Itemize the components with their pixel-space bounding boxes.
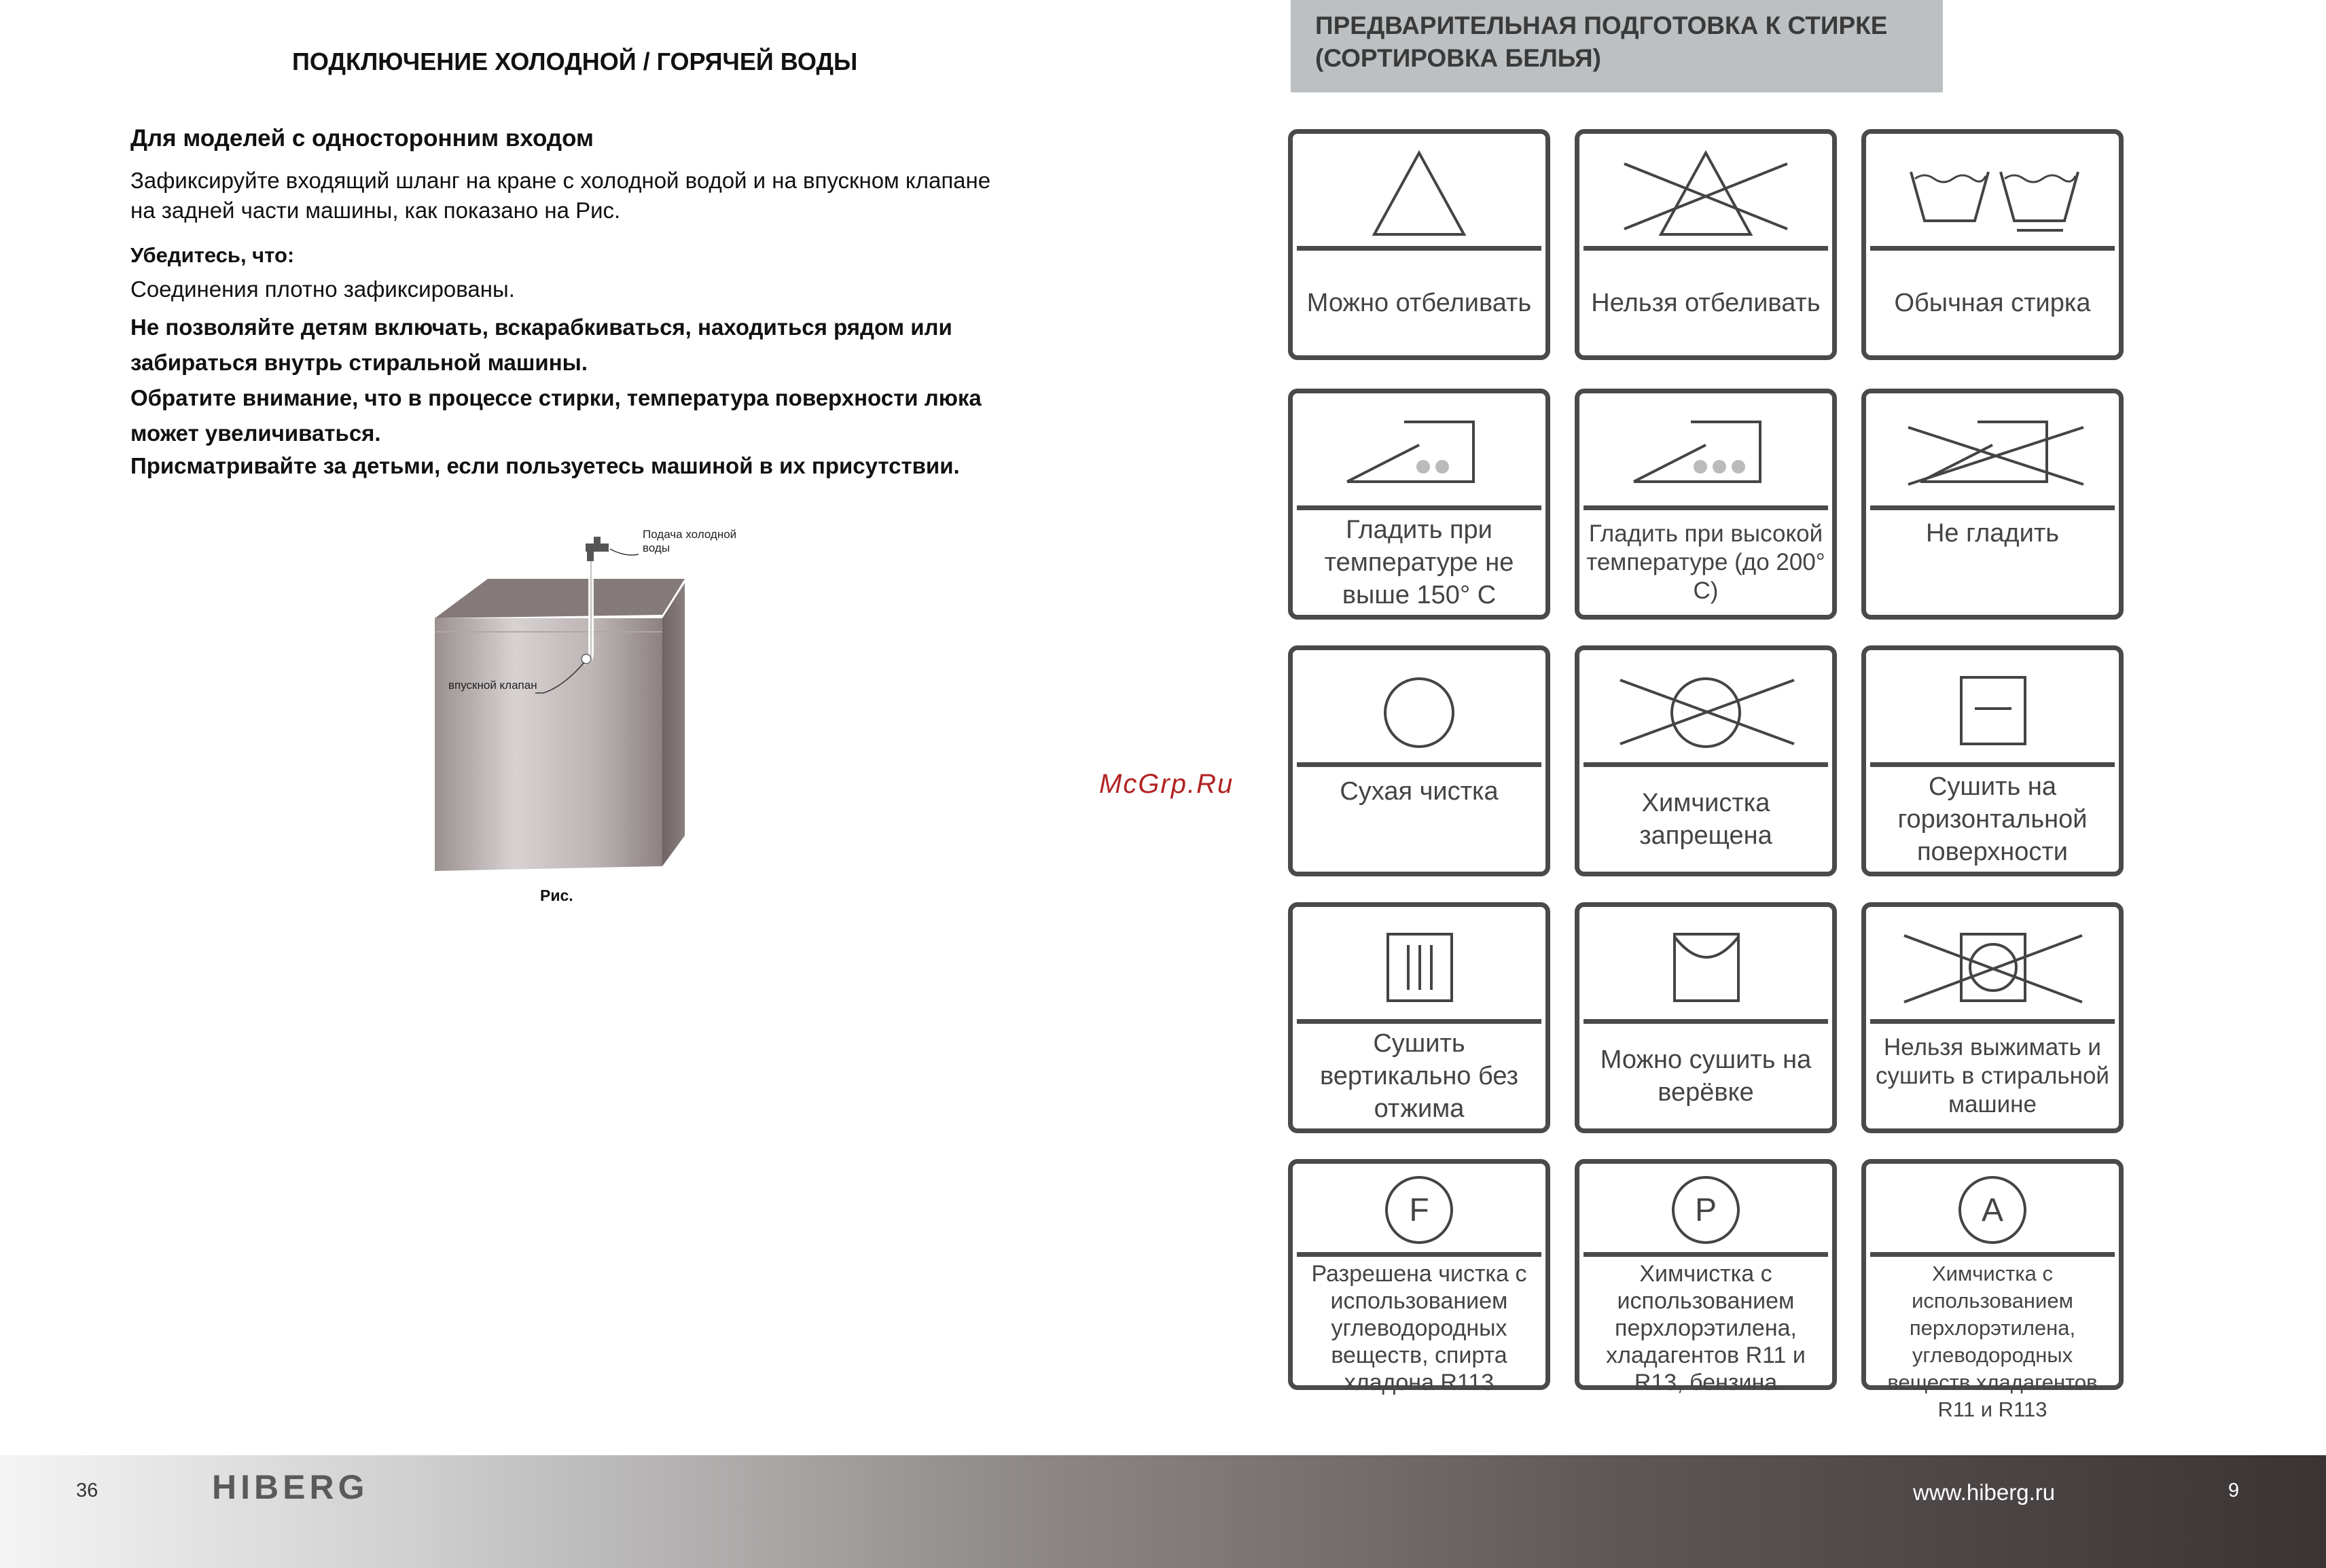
care-symbol-card bbox=[1288, 902, 1550, 1133]
drip-dry-icon bbox=[1293, 907, 1545, 1019]
brand-logo: HIBERG bbox=[212, 1468, 369, 1506]
care-symbol-label: Обычная стирка bbox=[1894, 289, 2091, 317]
label-water-supply: воды bbox=[643, 541, 670, 554]
line-dry-icon bbox=[1579, 907, 1832, 1019]
warning-line: Не позволяйте детям включать, вскарабкиваться, находиться рядом или bbox=[130, 315, 952, 340]
intro-line: на задней части машины, как показано на Рис. bbox=[130, 198, 621, 223]
care-symbol-card bbox=[1861, 129, 2124, 360]
care-symbol-card bbox=[1861, 1159, 2124, 1421]
washing-machine-figure bbox=[421, 523, 761, 890]
machine-side bbox=[662, 583, 685, 866]
header-line: ПРЕДВАРИТЕЛЬНАЯ ПОДГОТОВКА К СТИРКЕ bbox=[1315, 12, 1888, 39]
care-symbol-label: Сушить вертикально без отжима bbox=[1319, 1029, 1519, 1123]
warning-supervise: Присматривайте за детьми, если пользуетесь машиной в их присутствии. bbox=[130, 453, 960, 478]
page-number-right: 9 bbox=[2228, 1480, 2240, 1501]
valve-icon bbox=[582, 654, 591, 664]
care-symbol-label: Нельзя выжимать и сушить в стиральной машине bbox=[1876, 1034, 2109, 1118]
warning-line: Обратите внимание, что в процессе стирки, температура поверхности люка bbox=[130, 385, 982, 410]
care-symbol-card bbox=[1575, 645, 1837, 876]
care-symbol-label: Нельзя отбеливать bbox=[1591, 289, 1821, 317]
machine-top bbox=[435, 579, 685, 618]
care-symbol-card bbox=[1861, 645, 2124, 876]
iron-two-dots-icon bbox=[1293, 393, 1545, 505]
care-symbol-label: Гладить при высокой температуре (до 200° C) bbox=[1586, 520, 1825, 604]
care-symbol-card bbox=[1861, 902, 2124, 1133]
care-symbol-label: Химчистка с использованием перхлорэтилена, хладагентов R11 и R13, бензина bbox=[1606, 1261, 1806, 1395]
label-inlet-valve: впускной клапан bbox=[448, 679, 537, 692]
dry-flat-icon bbox=[1866, 650, 2119, 762]
symbol-letter: A bbox=[1981, 1192, 2004, 1228]
crossed-iron-icon bbox=[1866, 393, 2119, 505]
paragraph: Соединения плотно зафиксированы. bbox=[130, 277, 515, 302]
website-link[interactable]: www.hiberg.ru bbox=[1913, 1480, 2056, 1505]
care-symbol-label: Химчистка с использованием перхлорэтилена, углеводородных веществ хладагентов R11 и R113 bbox=[1887, 1262, 2098, 1421]
label-water-supply: Подача холодной bbox=[643, 528, 737, 541]
care-symbol-card bbox=[1575, 129, 1837, 360]
care-symbol-label: Можно сушить на верёвке bbox=[1600, 1046, 1812, 1107]
crossed-triangle-icon bbox=[1579, 134, 1832, 246]
ensure-heading: Убедитесь, что: bbox=[130, 243, 295, 267]
crossed-circle-icon bbox=[1579, 650, 1832, 762]
wash-tub-icon bbox=[1866, 134, 2119, 246]
symbol-letter: F bbox=[1409, 1192, 1429, 1228]
page-number-left: 36 bbox=[76, 1480, 99, 1501]
intro-text bbox=[130, 166, 1095, 226]
warning-line: забираться внутрь стиральной машины. bbox=[130, 350, 588, 375]
care-symbol-label: Можно отбеливать bbox=[1306, 289, 1532, 317]
care-symbol-card bbox=[1288, 389, 1550, 620]
page-title: ПОДКЛЮЧЕНИЕ ХОЛОДНОЙ / ГОРЯЧЕЙ ВОДЫ bbox=[292, 48, 858, 75]
crossed-tumble-dry-icon bbox=[1866, 907, 2119, 1019]
figure-caption: Рис. bbox=[540, 887, 573, 904]
care-symbol-card bbox=[1288, 129, 1550, 360]
care-symbol-label: Разрешена чистка с использованием углеводородных веществ, спирта хладона R113 bbox=[1311, 1261, 1527, 1395]
machine-front bbox=[435, 618, 662, 871]
care-symbol-card bbox=[1575, 902, 1837, 1133]
care-symbol-card bbox=[1575, 389, 1837, 620]
warning-temperature bbox=[130, 380, 1095, 451]
warning-children bbox=[130, 310, 1095, 380]
header-line: (СОРТИРОВКА БЕЛЬЯ) bbox=[1315, 44, 1601, 72]
care-symbol-card bbox=[1288, 1159, 1550, 1395]
warning-line: может увеличиваться. bbox=[130, 421, 381, 446]
iron-three-dots-icon bbox=[1579, 393, 1832, 505]
section-subtitle: Для моделей с односторонним входом bbox=[130, 125, 594, 152]
section-header bbox=[1291, 0, 1943, 92]
circle-icon bbox=[1293, 650, 1545, 762]
care-symbol-label: Химчистка запрещена bbox=[1639, 789, 1772, 850]
intro-line: Зафиксируйте входящий шланг на кране с холодной водой и на впускном клапане bbox=[130, 168, 991, 193]
care-symbol-card bbox=[1575, 1159, 1837, 1395]
watermark: McGrp.Ru bbox=[1099, 769, 1234, 799]
care-symbol-card bbox=[1288, 645, 1550, 876]
care-symbol-label: Сушить на горизонтальной поверхности bbox=[1897, 772, 2088, 866]
triangle-icon bbox=[1293, 134, 1545, 246]
care-symbol-label: Гладить при температуре не выше 150° C bbox=[1324, 516, 1514, 609]
symbol-letter: P bbox=[1694, 1192, 1717, 1228]
care-symbol-label: Не гладить bbox=[1925, 519, 2060, 548]
care-symbol-label: Сухая чистка bbox=[1340, 777, 1499, 806]
care-symbol-card bbox=[1861, 389, 2124, 620]
